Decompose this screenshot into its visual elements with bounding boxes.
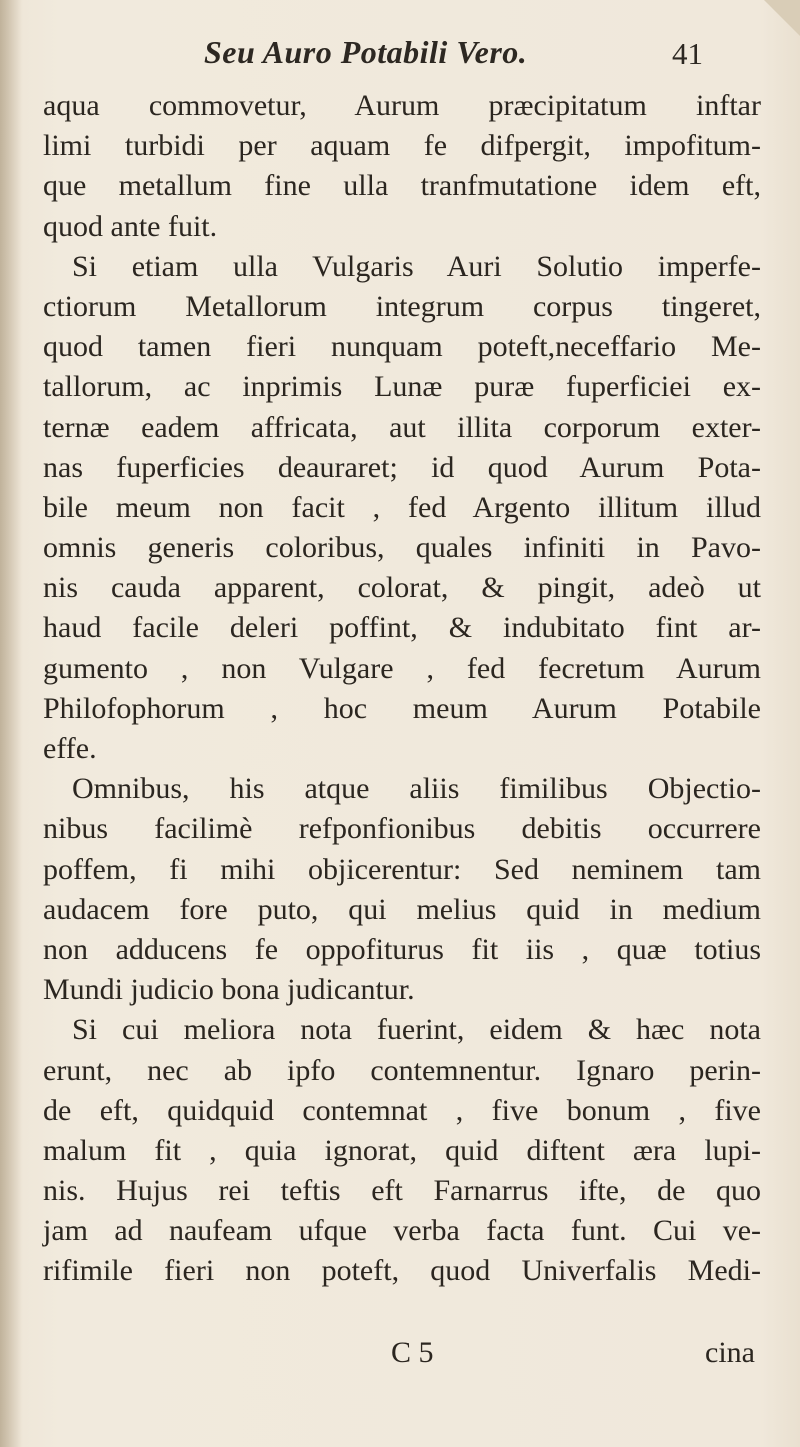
running-head <box>0 28 800 76</box>
text-line: aqua commovetur, Aurum præcipitatum inftar <box>43 89 761 122</box>
text-line: malum fit , quia ignorat, quid diftent æra lupi- <box>43 1133 761 1167</box>
text-line: Si etiam ulla Vulgaris Auri Solutio imperfe- <box>72 249 761 283</box>
text-line: nis. Hujus rei teftis eft Farnarrus ifte, de quo <box>43 1174 761 1208</box>
text-line: ctiorum Metallorum integrum corpus tingeret, <box>43 289 761 323</box>
text-line: audacem fore puto, qui melius quid in medium <box>43 892 761 926</box>
text-line: jam ad naufeam ufque verba facta funt. Cui ve- <box>43 1214 761 1248</box>
text-line: limi turbidi per aquam fe difpergit, impofitum- <box>43 129 761 163</box>
text-line: nis cauda apparent, colorat, & pingit, adeò ut <box>43 571 761 605</box>
text-line: tallorum, ac inprimis Lunæ puræ fuperficiei ex- <box>43 370 761 404</box>
text-line: de eft, quidquid contemnat , five bonum , five <box>43 1093 761 1127</box>
gutter-shadow <box>0 0 22 1447</box>
catchword: cina <box>705 1336 755 1369</box>
text-line: quod ante fuit. <box>43 209 218 243</box>
text-line: gumento , non Vulgare , fed fecretum Aurum <box>43 651 761 685</box>
text-line: Omnibus, his atque aliis fimilibus Objectio- <box>72 772 761 806</box>
text-line: Mundi judicio bona judicantur. <box>43 973 415 1007</box>
text-line: haud facile deleri poffint, & indubitato fint ar- <box>43 611 761 645</box>
signature-mark: C 5 <box>391 1336 434 1369</box>
page-number: 41 <box>672 36 703 71</box>
text-line: que metallum fine ulla tranfmutatione idem eft, <box>43 169 761 203</box>
text-line: rifimile fieri non poteft, quod Univerfalis Medi- <box>43 1254 761 1288</box>
text-line: nas fuperficies deauraret; id quod Aurum Pota- <box>43 450 761 484</box>
text-line: quod tamen fieri nunquam poteft,neceffario Me- <box>43 330 761 364</box>
text-line: non adducens fe oppofiturus fit iis , quæ totius <box>43 932 761 966</box>
text-line: bile meum non facit , fed Argento illitum illud <box>43 490 761 524</box>
running-title: Seu Auro Potabili Vero. <box>204 34 528 70</box>
body-text <box>43 86 761 1292</box>
text-line: Philofophorum , hoc meum Aurum Potabile <box>43 691 761 725</box>
text-line: poffem, fi mihi objicerentur: Sed neminem tam <box>43 852 761 886</box>
text-line: erunt, nec ab ipfo contemnentur. Ignaro perin- <box>43 1053 761 1087</box>
text-line: Si cui meliora nota fuerint, eidem & hæc nota <box>72 1013 761 1047</box>
text-line: ternæ eadem affricata, aut illita corporum exter- <box>43 410 761 444</box>
page-footer <box>0 1336 800 1376</box>
text-line: omnis generis coloribus, quales infiniti in Pavo- <box>43 531 761 565</box>
text-line: nibus facilimè refponfionibus debitis occurrere <box>43 812 761 846</box>
text-line: effe. <box>43 732 97 765</box>
